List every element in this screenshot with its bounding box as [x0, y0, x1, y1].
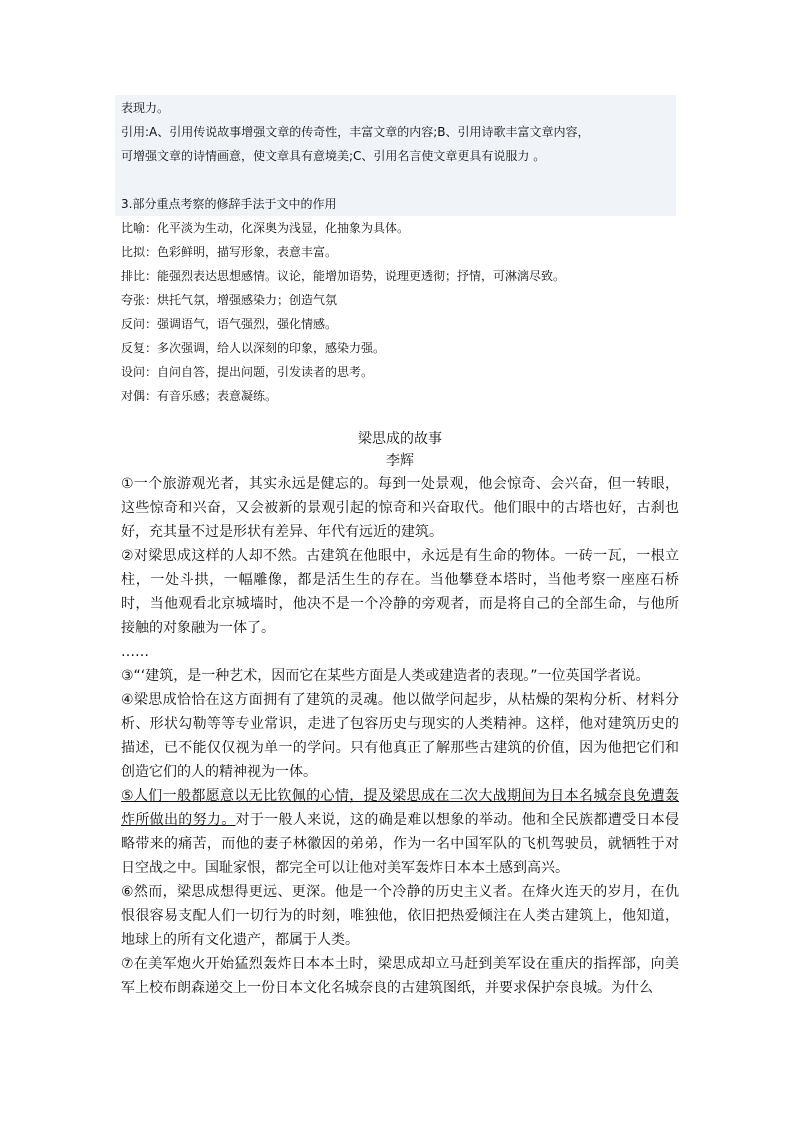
rhetoric-item: 比拟：色彩鲜明，描写形象，表意丰富。 [121, 245, 338, 259]
paragraph-4: ④梁思成恰恰在这方面拥有了建筑的灵魂。他以做学问起步，从枯燥的架构分析、材料分析、形状勾勒等等专业常识，走进了包容历史与现实的人类精神。这样，他对建筑历史的描述，已不能仅仅视为单一的学问。只有他真正了解那些古建筑的价值，因为他把它们和创造它们的人的精神视为一体。 [121, 692, 679, 780]
paragraph-3: ③“‘建筑，是一种艺术，因而它在某些方面是人类或建造者的表现。”一位英国学者说。 [121, 668, 650, 684]
article-author: 李辉 [386, 453, 414, 469]
paragraph-7: ⑦在美军炮火开始猛烈轰炸日本本土时，梁思成却立马赶到美军设在重庆的指挥部，向美军上校布朗森递交上一份日本文化名城奈良的古建筑图纸，并要求保护奈良城。为什么 [121, 956, 679, 996]
rhetoric-item: 排比：能强烈表达思想感情。议论，能增加语势，说理更透彻；抒情，可淋漓尽致。 [121, 269, 566, 283]
paragraph-5 [121, 784, 679, 880]
paragraph-6: ⑥然而，梁思成想得更远、更深。他是一个冷静的历史主义者。在烽火连天的岁月，在仇恨很容易支配人们一切行为的时刻，唯独他，依旧把热爱倾注在人类古建筑上，他知道，地球上的所有文化遗产，都属于人类。 [121, 884, 679, 948]
article-title: 梁思成的故事 [358, 431, 442, 447]
rhetoric-item: 比喻：化平淡为生动，化深奥为浅显，化抽象为具体。 [121, 221, 410, 235]
notes-line: 引用:A、引用传说故事增强文章的传奇性，丰富文章的内容;B、引用诗歌丰富文章内容， [121, 125, 590, 139]
paragraph-2: ②对梁思成这样的人却不然。古建筑在他眼中，永远是有生命的物体。一砖一瓦，一根立柱，一处斗拱，一幅雕像，都是活生生的存在。当他攀登本塔时，当他考察一座座石桥时，当他观看北京城墙时，他决不是一个冷静的旁观者，而是将自己的全部生命，与他所接触的对象融为一体了。 [121, 548, 679, 636]
rhetoric-item: 夸张：烘托气氛，增强感染力；创造气氛 [121, 293, 338, 307]
section-title: 3.部分重点考察的修辞手法于文中的作用 [121, 197, 337, 211]
rhetoric-item: 对偶：有音乐感；表意凝练。 [121, 389, 278, 403]
rhetoric-item: 反问：强调语气，语气强烈，强化情感。 [121, 317, 338, 331]
notes-line: 表现力。 [121, 101, 170, 115]
rhetoric-item: 设问：自问自答，提出问题，引发读者的思考。 [121, 365, 374, 379]
underlined-sentence: ⑤人们一般都愿意以无比钦佩的心情，提及梁思成在二次大战期间为日本名城奈良免遭轰炸所做出的努力。 [121, 788, 679, 828]
rhetoric-item: 反复：多次强调，给人以深刻的印象，感染力强。 [121, 341, 386, 355]
paragraph-5-rest: 对于一般人来说，这的确是难以想象的举动。他和全民族都遭受日本侵略带来的痛苦，而他的妻子林徽因的弟弟，作为一名中国军队的飞机驾驶员，就牺牲于对日空战之中。国耻家恨，都完全可以让他对美军轰炸日本本土感到高兴。 [121, 812, 680, 876]
ellipsis: …… [121, 644, 149, 660]
notes-line: 可增强文章的诗情画意，使文章具有意境美;C、引用名言使文章更具有说服力 。 [121, 149, 546, 163]
story-article [121, 428, 679, 1000]
rhetoric-notes [121, 96, 681, 408]
paragraph-1: ①一个旅游观光者，其实永远是健忘的。每到一处景观，他会惊奇、会兴奋，但一转眼，这些惊奇和兴奋，又会被新的景观引起的惊奇和兴奋取代。他们眼中的古塔也好，古刹也好，充其量不过是形状有差异、年代有远近的建筑。 [121, 476, 679, 540]
